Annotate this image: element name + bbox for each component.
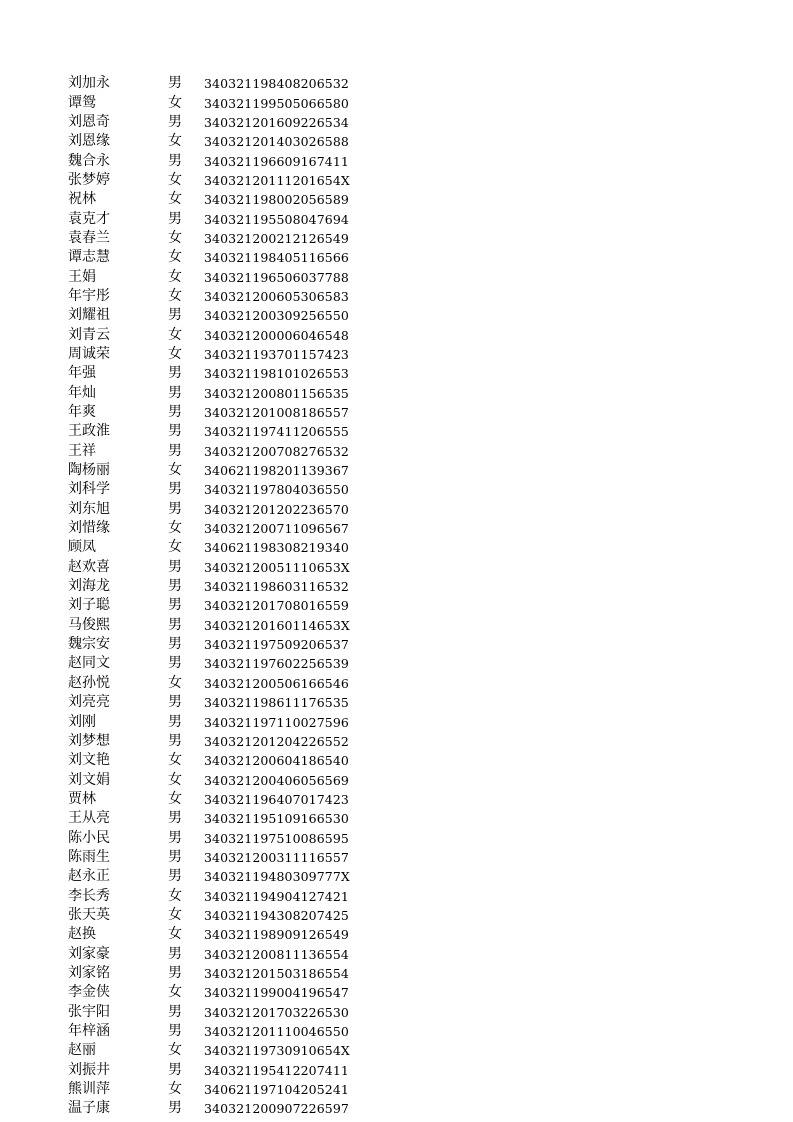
record-gender: 男: [168, 810, 182, 827]
record-gender: 男: [168, 694, 182, 711]
record-name: 刘东旭: [68, 500, 110, 517]
record-gender: 女: [168, 752, 182, 769]
record-name: 年爽: [68, 404, 96, 421]
record-id-number: 340321200708276532: [204, 443, 349, 459]
record-gender: 女: [168, 268, 182, 285]
record-row: [68, 944, 388, 963]
record-row: [68, 828, 388, 847]
record-row: [68, 732, 388, 751]
record-gender: 男: [168, 848, 182, 865]
record-id-number: 340321200604186540: [204, 753, 349, 769]
record-id-number: 340321201204226552: [204, 733, 349, 749]
record-row: [68, 306, 388, 325]
record-id-number: 340321200212126549: [204, 230, 349, 246]
record-name: 刘文艳: [68, 752, 110, 769]
record-row: [68, 403, 388, 422]
record-name: 赵同文: [68, 655, 110, 672]
record-id-number: 34032119730910654X: [204, 1043, 350, 1059]
record-id-number: 340321201110046550: [204, 1024, 349, 1040]
record-id-number: 340321198408206532: [204, 76, 349, 92]
record-gender: 男: [168, 1100, 182, 1117]
record-row: [68, 596, 388, 615]
record-gender: 男: [168, 964, 182, 981]
record-id-number: 340321200006046548: [204, 327, 349, 343]
record-row: [68, 693, 388, 712]
record-id-number: 340321200907226597: [204, 1101, 349, 1117]
record-id-number: 340321198101026553: [204, 366, 349, 382]
record-id-number: 34032119480309777X: [204, 869, 350, 885]
record-name: 刘海龙: [68, 578, 110, 595]
record-id-number: 340321201708016559: [204, 598, 349, 614]
record-name: 李长秀: [68, 887, 110, 904]
record-id-number: 340321198603116532: [204, 579, 349, 595]
record-name: 赵丽: [68, 1042, 96, 1059]
record-row: [68, 113, 388, 132]
record-row: [68, 925, 388, 944]
record-id-number: 340321201609226534: [204, 114, 349, 130]
record-id-number: 340321201503186554: [204, 965, 349, 981]
record-id-number: 340621198201139367: [204, 463, 349, 479]
record-id-number: 340321197510086595: [204, 830, 349, 846]
record-name: 陈雨生: [68, 848, 110, 865]
record-gender: 男: [168, 442, 182, 459]
record-row: [68, 209, 388, 228]
record-gender: 女: [168, 887, 182, 904]
record-name: 刘振井: [68, 1061, 110, 1078]
record-name: 熊训萍: [68, 1081, 110, 1098]
record-gender: 男: [168, 75, 182, 92]
record-row: [68, 848, 388, 867]
record-id-number: 340321201202236570: [204, 501, 349, 517]
record-gender: 女: [168, 171, 182, 188]
record-name: 温子康: [68, 1100, 110, 1117]
record-gender: 女: [168, 229, 182, 246]
record-row: [68, 790, 388, 809]
record-gender: 女: [168, 1081, 182, 1098]
record-name: 刘惜缘: [68, 520, 110, 537]
record-row: [68, 635, 388, 654]
record-list: [68, 74, 388, 1119]
record-row: [68, 287, 388, 306]
record-gender: 男: [168, 829, 182, 846]
record-row: [68, 616, 388, 635]
record-name: 张天英: [68, 906, 110, 923]
record-row: [68, 674, 388, 693]
record-id-number: 34032120051110653X: [204, 559, 350, 575]
record-row: [68, 1061, 388, 1080]
record-id-number: 340321201403026588: [204, 134, 349, 150]
record-name: 年强: [68, 365, 96, 382]
record-id-number: 340321201008186557: [204, 405, 349, 421]
record-id-number: 340321200801156535: [204, 385, 349, 401]
record-id-number: 340321201703226530: [204, 1004, 349, 1020]
record-gender: 男: [168, 307, 182, 324]
record-gender: 男: [168, 1061, 182, 1078]
record-id-number: 340321195109166530: [204, 811, 349, 827]
record-id-number: 340321196407017423: [204, 791, 349, 807]
record-gender: 女: [168, 191, 182, 208]
record-row: [68, 867, 388, 886]
record-id-number: 340321197411206555: [204, 424, 349, 440]
record-gender: 男: [168, 636, 182, 653]
record-id-number: 340321197110027596: [204, 714, 349, 730]
record-row: [68, 577, 388, 596]
record-name: 祝林: [68, 191, 96, 208]
record-gender: 男: [168, 404, 182, 421]
record-row: [68, 1022, 388, 1041]
record-row: [68, 964, 388, 983]
record-name: 刘子聪: [68, 597, 110, 614]
record-gender: 男: [168, 481, 182, 498]
record-gender: 男: [168, 655, 182, 672]
record-gender: 男: [168, 1023, 182, 1040]
record-name: 年宇彤: [68, 287, 110, 304]
record-gender: 女: [168, 326, 182, 343]
record-name: 赵永正: [68, 868, 110, 885]
record-gender: 男: [168, 113, 182, 130]
record-gender: 女: [168, 1042, 182, 1059]
record-gender: 女: [168, 926, 182, 943]
record-row: [68, 384, 388, 403]
record-id-number: 340321200311116557: [204, 849, 349, 865]
record-row: [68, 712, 388, 731]
record-id-number: 340621197104205241: [204, 1082, 349, 1098]
record-name: 赵孙悦: [68, 674, 110, 691]
record-row: [68, 983, 388, 1002]
record-gender: 男: [168, 423, 182, 440]
record-name: 谭志慧: [68, 249, 110, 266]
record-name: 刘青云: [68, 326, 110, 343]
record-gender: 女: [168, 790, 182, 807]
record-id-number: 340321194308207425: [204, 907, 349, 923]
record-gender: 女: [168, 674, 182, 691]
record-row: [68, 519, 388, 538]
record-row: [68, 558, 388, 577]
record-name: 王政淮: [68, 423, 110, 440]
record-name: 贾林: [68, 790, 96, 807]
record-gender: 男: [168, 210, 182, 227]
record-gender: 女: [168, 539, 182, 556]
record-row: [68, 1003, 388, 1022]
record-name: 王祥: [68, 442, 96, 459]
record-gender: 女: [168, 520, 182, 537]
record-id-number: 340321199004196547: [204, 985, 349, 1001]
record-row: [68, 770, 388, 789]
record-id-number: 340321195412207411: [204, 1062, 349, 1078]
record-id-number: 340321200506166546: [204, 675, 349, 691]
record-gender: 男: [168, 945, 182, 962]
record-name: 王娟: [68, 268, 96, 285]
record-id-number: 340621198308219340: [204, 540, 349, 556]
record-row: [68, 480, 388, 499]
record-gender: 男: [168, 384, 182, 401]
record-gender: 女: [168, 906, 182, 923]
record-gender: 男: [168, 152, 182, 169]
record-gender: 男: [168, 868, 182, 885]
record-name: 刘梦想: [68, 732, 110, 749]
record-name: 刘家铭: [68, 964, 110, 981]
record-row: [68, 345, 388, 364]
record-row: [68, 751, 388, 770]
record-row: [68, 1099, 388, 1118]
record-id-number: 340321199505066580: [204, 95, 349, 111]
record-name: 赵欢喜: [68, 558, 110, 575]
record-name: 张梦婷: [68, 171, 110, 188]
record-gender: 男: [168, 558, 182, 575]
record-gender: 女: [168, 771, 182, 788]
record-row: [68, 1041, 388, 1060]
record-id-number: 34032120160114653X: [204, 617, 350, 633]
record-name: 周诚荣: [68, 345, 110, 362]
record-name: 魏合永: [68, 152, 110, 169]
record-name: 刘恩缘: [68, 133, 110, 150]
record-row: [68, 132, 388, 151]
record-name: 王从亮: [68, 810, 110, 827]
record-gender: 女: [168, 133, 182, 150]
record-row: [68, 74, 388, 93]
record-row: [68, 171, 388, 190]
record-name: 刘家豪: [68, 945, 110, 962]
record-id-number: 340321193701157423: [204, 346, 349, 362]
record-gender: 女: [168, 249, 182, 266]
record-gender: 女: [168, 345, 182, 362]
record-row: [68, 267, 388, 286]
record-gender: 女: [168, 287, 182, 304]
record-row: [68, 538, 388, 557]
record-id-number: 340321200605306583: [204, 288, 349, 304]
record-row: [68, 442, 388, 461]
record-gender: 男: [168, 578, 182, 595]
record-name: 刘科学: [68, 481, 110, 498]
record-gender: 男: [168, 616, 182, 633]
record-gender: 男: [168, 500, 182, 517]
record-id-number: 340321198611176535: [204, 695, 349, 711]
record-row: [68, 906, 388, 925]
record-gender: 男: [168, 1003, 182, 1020]
record-id-number: 340321200406056569: [204, 772, 349, 788]
record-gender: 女: [168, 94, 182, 111]
record-row: [68, 461, 388, 480]
record-row: [68, 1080, 388, 1099]
record-id-number: 340321197509206537: [204, 637, 349, 653]
record-row: [68, 93, 388, 112]
record-row: [68, 809, 388, 828]
record-name: 张宇阳: [68, 1003, 110, 1020]
record-name: 刘亮亮: [68, 694, 110, 711]
record-row: [68, 654, 388, 673]
record-id-number: 340321196609167411: [204, 153, 349, 169]
record-gender: 男: [168, 713, 182, 730]
record-id-number: 340321197602256539: [204, 656, 349, 672]
record-row: [68, 229, 388, 248]
record-name: 刘恩奇: [68, 113, 110, 130]
record-id-number: 34032120111201654X: [204, 172, 350, 188]
record-row: [68, 364, 388, 383]
record-name: 陈小民: [68, 829, 110, 846]
record-name: 刘文娟: [68, 771, 110, 788]
record-row: [68, 248, 388, 267]
record-name: 陶杨丽: [68, 462, 110, 479]
record-name: 魏宗安: [68, 636, 110, 653]
record-gender: 女: [168, 984, 182, 1001]
record-id-number: 340321198002056589: [204, 192, 349, 208]
record-name: 袁春兰: [68, 229, 110, 246]
record-id-number: 340321194904127421: [204, 888, 349, 904]
record-name: 袁克才: [68, 210, 110, 227]
record-gender: 女: [168, 462, 182, 479]
record-row: [68, 500, 388, 519]
record-row: [68, 151, 388, 170]
record-name: 李金侠: [68, 984, 110, 1001]
record-id-number: 340321198909126549: [204, 927, 349, 943]
record-row: [68, 422, 388, 441]
record-name: 赵换: [68, 926, 96, 943]
record-gender: 男: [168, 365, 182, 382]
record-row: [68, 325, 388, 344]
record-id-number: 340321200309256550: [204, 308, 349, 324]
record-id-number: 340321200811136554: [204, 946, 349, 962]
record-name: 刘加永: [68, 75, 110, 92]
record-row: [68, 886, 388, 905]
record-id-number: 340321195508047694: [204, 211, 349, 227]
record-name: 刘刚: [68, 713, 96, 730]
record-name: 年梓涵: [68, 1023, 110, 1040]
record-id-number: 340321196506037788: [204, 269, 349, 285]
record-name: 谭鸳: [68, 94, 96, 111]
record-name: 马俊熙: [68, 616, 110, 633]
record-row: [68, 190, 388, 209]
record-name: 年灿: [68, 384, 96, 401]
record-gender: 男: [168, 732, 182, 749]
record-gender: 男: [168, 597, 182, 614]
record-name: 顾凤: [68, 539, 96, 556]
record-name: 刘耀祖: [68, 307, 110, 324]
record-id-number: 340321200711096567: [204, 521, 349, 537]
record-id-number: 340321197804036550: [204, 482, 349, 498]
record-id-number: 340321198405116566: [204, 250, 349, 266]
